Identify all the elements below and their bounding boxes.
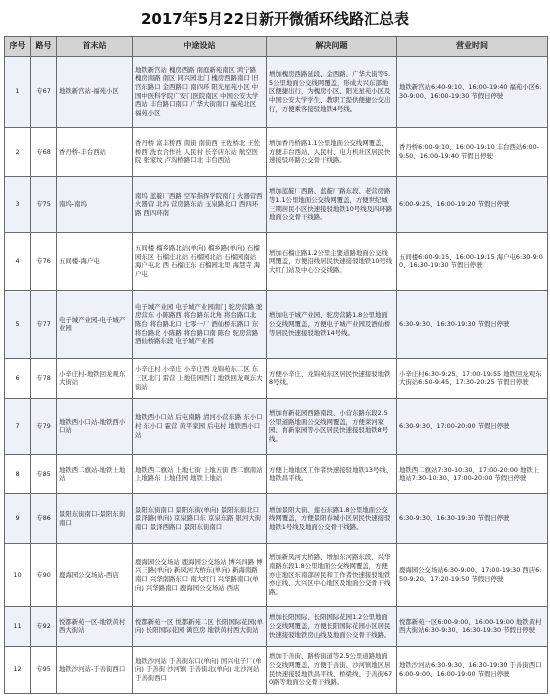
row-stops: 悦都新苑一区 悦都新苑二区 长阳国际花园(单向) 长阳国际花园 篱笆房 地铁黄村西大街站 xyxy=(133,606,267,646)
row-route: 专90 xyxy=(31,544,57,607)
row-route: 专86 xyxy=(31,494,57,544)
row-stops: 鹿海园公交场站 鹿海园公交场站 博兴四路 博兴三路(单向) 新凤河大桥东(单向) 新海南路南口 兴华南路东口 南大红门 兴华路南口(单向) 兴华路南口 鹿海园公交场站 西店 xyxy=(133,544,267,607)
row-solution: 增加电子城产业园、驼房营路1.8公里地面公交线网覆盖，方便电子城产业园及酒仙桥等居民快速接驳地铁14号线。 xyxy=(267,290,397,358)
route-table xyxy=(4,36,548,694)
table-row xyxy=(5,398,548,454)
row-terminals: 地铁沙河站-于善街西口 xyxy=(57,646,133,693)
row-terminals: 小辛庄村-地铁回龙观东大街站 xyxy=(57,358,133,398)
row-solution: 增加蓝靛厂西路、蓝靛厂路东段、老营房路等1.1公里地面公交线网覆盖，方便世纪城三期居民小区快速接驳地铁10号线及四环路地面公交骨干线路。 xyxy=(267,177,397,233)
row-solution: 增加景阳大街、莲石东路1.8公里地面公交线网覆盖，方便景阳春城小区居民快速接驳地铁1号线及地面公交骨干线路。 xyxy=(267,494,397,544)
row-route: 专92 xyxy=(31,606,57,646)
header-route: 路号 xyxy=(31,37,57,57)
row-stops: 小辛庄村 小辛庄 小辛庄西 龙锦苑东二区 东三区北门 雷营 上地佳园西门 地铁回龙观东大街站 xyxy=(133,358,267,398)
row-hours: 地铁新宫站6:40-9:10、16:00-19:40 福苑小区6:30-9:00、16:00-19:30 节假日停驶 xyxy=(397,57,548,128)
row-solution: 方便小辛庄、龙锦苑东区居民快速接驳地铁8号线。 xyxy=(267,358,397,398)
row-hours: 地铁西二旗站7:30-10:30、17:00-20:00 地铁上地站7:30-10:30、17:00-20:00 节假日停驶 xyxy=(397,454,548,494)
row-solution: 增加石榴庄路1.2公里主要道路地面公交线网覆盖，方便沿线居民快速接驳地铁10号线大红门站及中心公交线路。 xyxy=(267,233,397,290)
row-terminals: 五间楼-海户屯 xyxy=(57,233,133,290)
row-number: 5 xyxy=(5,290,31,358)
row-solution: 方便上地地区工作者快速接驳地铁13号线、地铁昌平线。 xyxy=(267,454,397,494)
row-stops: 地铁西小口站 后屯南路 清河小营东路 东小口村 东小口 霍营 黄平家园 后屯村 地铁西小口站 xyxy=(133,398,267,454)
row-route: 专78 xyxy=(31,358,57,398)
row-number: 11 xyxy=(5,606,31,646)
row-solution: 增加新凤河大桥路、增加东河路东段、兴华南路东段1.8公里地面公交线网覆盖，方便亦庄地区东南部居民和工作者快速接驳地铁亦庄线、大兴区中心地区及地面公交骨干线路。 xyxy=(267,544,397,607)
row-hours: 鹿海园公交场站6:30-9:00、17:00-19:30 西店6:50-9:20、17:20-19:50 节假日停驶 xyxy=(397,544,548,607)
row-stops: 南坞 蓝靛厂西路 空军指挥学院南门 火器营西 火器营 北坞 营房路东站 玉泉路北口 西四环路 西四环南 xyxy=(133,177,267,233)
page-title: 2017年5月22日新开微循环线路汇总表 xyxy=(140,9,410,28)
row-number: 3 xyxy=(5,177,31,233)
row-hours: 悦都新苑一区6:00-9:00、16:00-19:00 地铁黄村西大街站6:30-9:30、16:30-19:30 节假日停驶 xyxy=(397,606,548,646)
route-rows xyxy=(5,57,548,694)
row-number: 6 xyxy=(5,358,31,398)
header-seq: 序号 xyxy=(5,37,31,57)
table-row xyxy=(5,233,548,290)
row-number: 8 xyxy=(5,454,31,494)
row-route: 专67 xyxy=(31,57,57,128)
table-row xyxy=(5,544,548,607)
row-hours: 6:30-9:30、17:00-20:00 节假日停驶 xyxy=(397,398,548,454)
row-number: 4 xyxy=(5,233,31,290)
row-route: 专76 xyxy=(31,233,57,290)
header-solution: 解决问题 xyxy=(267,37,397,57)
row-route: 专79 xyxy=(31,398,57,454)
header-row xyxy=(5,37,548,57)
header-hours: 营业时间 xyxy=(397,37,548,57)
table-row xyxy=(5,290,548,358)
row-terminals: 景阳东街南口-景阳东街南口 xyxy=(57,494,133,544)
row-solution: 增加香丹桥路1.1公里地面公交线网覆盖，方便丰台西站、人民村、电力机社区居民快速接驳环路公交骨干线路。 xyxy=(267,127,397,177)
row-hours: 五间楼6:00-9:15、16:00-19:15 海户屯6:30-9:00、16:30-19:30 节假日停驶 xyxy=(397,233,548,290)
row-terminals: 地铁西小口站-地铁西小口站 xyxy=(57,398,133,454)
row-number: 9 xyxy=(5,494,31,544)
row-route: 专77 xyxy=(31,290,57,358)
row-terminals: 南坞-南坞 xyxy=(57,177,133,233)
row-solution: 增加于善街、路桥街道等2.5公里道路地面公交线网覆盖，方便于善街、沙河镇地区居民快速接驳地铁昌平线、桥梁线、于善街670路等地面公交骨干线路。 xyxy=(267,646,397,693)
table-row xyxy=(5,454,548,494)
row-stops: 景阳东街南口 景阳东街(单向) 景阳东街北口 景泽路(单向) 京泉路口东 京泉东路 银河大街南口 景泽西路口 景阳东街南口 xyxy=(133,494,267,544)
row-number: 12 xyxy=(5,646,31,693)
row-stops: 地铁西二旗站 上地七街 上地五街 西二旗南站 上地路东 上地佳园 地铁上地站 xyxy=(133,454,267,494)
row-hours: 6:30-9:30、16:30-19:30 节假日停驶 xyxy=(397,290,548,358)
row-route: 专85 xyxy=(31,454,57,494)
row-number: 10 xyxy=(5,544,31,607)
table-row xyxy=(5,57,548,128)
table-row xyxy=(5,494,548,544)
row-route: 专75 xyxy=(31,177,57,233)
table-row xyxy=(5,127,548,177)
row-stops: 地铁新宫站 槐房西路 南庭新苑南区 鸿宁路 槐房南路 南区 同兴园北门 槐房西路南口 旧宫东路口 金西路口 南四环 阳光星苑小区 中国中医科学院广安门医院南区 中国公安大学西站 丰台路口南口 广华大街南口 福苑北区 福苑小区 xyxy=(133,57,267,128)
header-terminals: 首末站 xyxy=(57,37,133,57)
row-solution: 增加育新花园西路南段、小营东路东段2.5公里道路地面公交线网覆盖，方便莱河家园、育新家园等小区居民快速接驳地铁8号线。 xyxy=(267,398,397,454)
row-terminals: 鹿海园公交场站-西店 xyxy=(57,544,133,607)
table-row xyxy=(5,177,548,233)
row-hours: 6:00-9:25、16:00-19:20 节假日停驶 xyxy=(397,177,548,233)
row-stops: 地铁沙河站 于善街东口(单向) 国兴电子厂(单向) 于善街 沙河镇 于善街北(单向) 北沙河站 于善街西口 xyxy=(133,646,267,693)
row-number: 1 xyxy=(5,57,31,128)
row-solution: 增加长阳国际、长阳国际花园1.2公里地面公交线网覆盖，方便长阳国际花园小区居民快速接驳地铁房山线及地面公交骨干线路。 xyxy=(267,606,397,646)
table-row xyxy=(5,358,548,398)
row-number: 2 xyxy=(5,127,31,177)
row-route: 专95 xyxy=(31,646,57,693)
header-stops: 中途设站 xyxy=(133,37,267,57)
row-hours: 香丹桥6:00-9:10、16:00-19:10 丰台西站6:00-9:50、16:00-19:40 节假日停驶 xyxy=(397,127,548,177)
row-terminals: 地铁西二旗站-地铁上地站 xyxy=(57,454,133,494)
table-row xyxy=(5,646,548,693)
row-hours: 地铁沙河站6:30-9:30、16:30-19:30 于善街西口6:00-9:00、16:00-19:00 节假日停驶 xyxy=(397,646,548,693)
row-terminals: 电子城产业园-电子城产业园 xyxy=(57,290,133,358)
row-hours: 小辛庄村6:30-9:25、17:00-19:55 地铁回龙观东大街站6:50-9:45、17:30-20:25 节假日停驶 xyxy=(397,358,548,398)
row-solution: 增加槐房西路延段、金西路、广华大街等5.5公里地面公交线网覆盖，形成大兴东部地区便捷出行，为槐房小区、阳光星苑小区及中国公安大学学生、教职工提供便捷公交出行，方便乘客接驳地铁4号线。 xyxy=(267,57,397,128)
row-terminals: 悦都新苑一区-地铁黄村西大街站 xyxy=(57,606,133,646)
row-number: 7 xyxy=(5,398,31,454)
row-hours: 6:30-9:30、16:30-19:30 节假日停驶 xyxy=(397,494,548,544)
row-stops: 电子城产业园 电子城产业园南门 驼房营路 驼房营东 小陈路西 将台路东北角 将台路口北 陈台 将台路北口 七零一厂 酒仙桥东路口 东 将台路北 小陈路 将台路口南 陈台 驼房营路 酒仙桥路东段 电子城产业园 xyxy=(133,290,267,358)
table-row xyxy=(5,606,548,646)
row-terminals: 地铁新宫站-福苑小区 xyxy=(57,57,133,128)
row-terminals: 香丹桥-丰台西站 xyxy=(57,127,133,177)
row-stops: 香丹桥 富丰桥西 南街 南街西 王佐桥北 王佐桥西 洗衣合作社 人民村 长辛店东站 航空医院 张家坟 卢沟桥路口北 丰台西站 xyxy=(133,127,267,177)
row-route: 专68 xyxy=(31,127,57,177)
row-stops: 五间楼 榴乡路北站(单向) 榴乡路(单向) 石榴园东区 石榴庄北站 石榴园北站 石榴园南站 海户屯北 西 石榴庄东 石榴园北里 海慧寺 海户屯 xyxy=(133,233,267,290)
